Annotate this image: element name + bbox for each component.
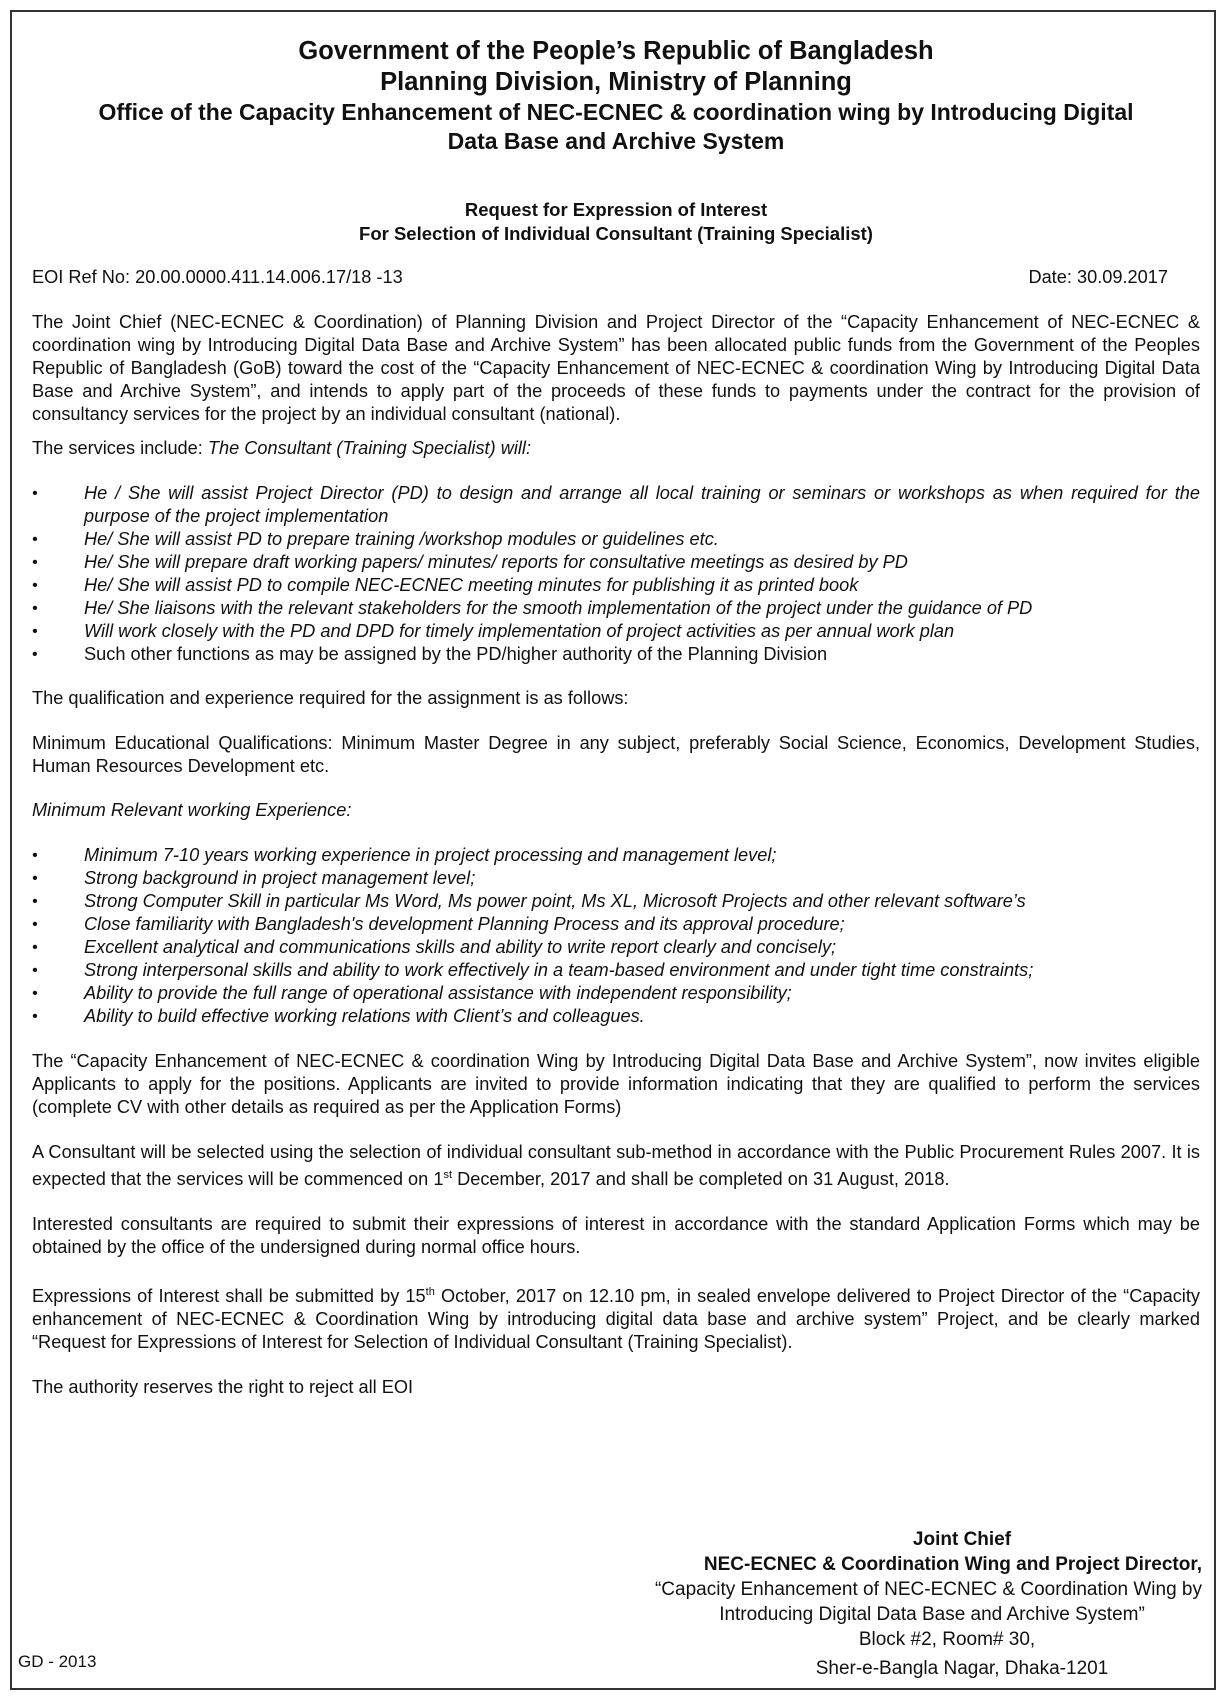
list-item: • Strong interpersonal skills and ability to work effectively in a team-based environment and under tight time constraints; (32, 959, 1200, 982)
list-item: • He/ She will assist PD to compile NEC-ECNEC meeting minutes for publishing it as printed book (32, 574, 1200, 597)
list-item: • Ability to build effective working relations with Client’s and colleagues. (32, 1005, 1200, 1028)
interested-paragraph: Interested consultants are required to submit their expressions of interest in accordance with the standard Application Forms which may be obtained by the office of the undersigned during normal office hours. (32, 1214, 1200, 1258)
list-item: • He / She will assist Project Director (PD) to design and arrange all local training or seminars or workshops as when required for the purpose of the project implementation (32, 482, 1200, 528)
services-lead (32, 437, 1200, 460)
header-government: Government of the People’s Republic of Bangladesh (298, 37, 934, 65)
list-item: • He/ She liaisons with the relevant stakeholders for the smooth implementation of the project under the guidance of PD (32, 597, 1200, 620)
signature-project-line2: Introducing Digital Data Base and Archive System” (719, 1604, 1145, 1625)
reference-line (32, 266, 1200, 289)
eoi-ref-number: EOI Ref No: 20.00.0000.411.14.006.17/18 -13 (32, 267, 403, 287)
selection-text-a: A Consultant will be selected using the selection of individual consultant sub-method in accordance with the Public Procurement Rules 2007. It is expected that the services will be commenced on 1 (32, 1142, 1200, 1190)
footer-code: GD - 2013 (18, 1652, 97, 1671)
eoi-date: Date: 30.09.2017 (1028, 267, 1168, 287)
list-item: • He/ She will assist PD to prepare training /workshop modules or guidelines etc. (32, 528, 1200, 551)
services-list (32, 482, 1200, 666)
signature-block-room: Block #2, Room# 30, (858, 1629, 1036, 1650)
reserve-paragraph: The authority reserves the right to reject all EOI (32, 1377, 414, 1398)
education-requirement: Minimum Educational Qualifications: Minimum Master Degree in any subject, preferably Social Science, Economics, Development Studies, Human Resources Development etc. (32, 733, 1200, 776)
invitation-paragraph: The “Capacity Enhancement of NEC-ECNEC & coordination Wing by Introducing Digital Data Base and Archive System”, now invites eligible Applicants to apply for the positions. Applicants are invited to provide information indicating that they are qualified to perform the services (complete CV with other details as required as per the Application Forms) (32, 1051, 1200, 1117)
selection-sup: st (443, 1169, 453, 1181)
subject-title: Request for Expression of Interest (464, 199, 768, 220)
submission-text-b: October, 2017 on 12.10 pm, in sealed envelope delivered to Project Director of the “Capacity enhancement of NEC-ECNEC & Coordination Wing by introducing digital data base and archive system” Project, and be clearly marked “Request for Expressions of Interest for Selection of Individual Consultant (Training Specialist). (32, 1286, 1200, 1353)
list-item: • Close familiarity with Bangladesh's development Planning Process and its approval procedure; (32, 913, 1200, 936)
header-office-line2: Data Base and Archive System (447, 128, 785, 154)
experience-heading: Minimum Relevant working Experience: (32, 800, 352, 820)
list-item: • Strong Computer Skill in particular Ms Word, Ms power point, Ms XL, Microsoft Projects and other relevant software’s (32, 890, 1200, 913)
signature-project-line1: “Capacity Enhancement of NEC-ECNEC & Coordination Wing by (654, 1579, 1202, 1600)
signature-address: Sher-e-Bangla Nagar, Dhaka-1201 (815, 1658, 1109, 1679)
services-lead-italic: The Consultant (Training Specialist) will: (207, 438, 532, 458)
experience-list (32, 844, 1200, 1028)
list-item: • Ability to provide the full range of operational assistance with independent responsibility; (32, 982, 1200, 1005)
signature-block (602, 1527, 1202, 1681)
qualification-intro: The qualification and experience required for the assignment is as follows: (32, 688, 629, 708)
list-item: • He/ She will prepare draft working papers/ minutes/ reports for consultative meetings as desired by PD (32, 551, 1200, 574)
services-lead-text: The services include: (32, 438, 208, 458)
list-item: • Minimum 7-10 years working experience in project processing and management level; (32, 844, 1200, 867)
subject-subtitle: For Selection of Individual Consultant (Training Specialist) (359, 223, 873, 244)
list-item: • Such other functions as may be assigned by the PD/higher authority of the Planning Division (32, 643, 1200, 666)
submission-paragraph (32, 1281, 1200, 1354)
header-ministry: Planning Division, Ministry of Planning (380, 68, 852, 96)
notice-content (32, 36, 1200, 1399)
header-office-line1: Office of the Capacity Enhancement of NEC-ECNEC & coordination wing by Introducing Digital (98, 99, 1134, 125)
list-item: • Strong background in project management level; (32, 867, 1200, 890)
submission-text-a: Expressions of Interest shall be submitted by 15 (32, 1286, 426, 1307)
selection-paragraph (32, 1141, 1200, 1191)
intro-paragraph: The Joint Chief (NEC-ECNEC & Coordination) of Planning Division and Project Director of the “Capacity Enhancement of NEC-ECNEC & coordination wing by Introducing Digital Data Base and Archive System” has been allocated public funds from the Government of the Peoples Republic of Bangladesh (GoB) toward the cost of the “Capacity Enhancement of NEC-ECNEC & coordination Wing by Introducing Digital Data Base and Archive System”, and intends to apply part of the proceeds of these funds to payments under the contract for the provision of consultancy services for the project by an individual consultant (national). (32, 312, 1200, 424)
list-item: • Will work closely with the PD and DPD for timely implementation of project activities as per annual work plan (32, 620, 1200, 643)
signature-title: Joint Chief (912, 1529, 1012, 1550)
signature-wing: NEC-ECNEC & Coordination Wing and Project Director, (703, 1554, 1202, 1575)
list-item: • Excellent analytical and communications skills and ability to write report clearly and concisely; (32, 936, 1200, 959)
selection-text-b: December, 2017 and shall be completed on 31 August, 2018. (452, 1169, 950, 1190)
submission-sup: th (425, 1286, 435, 1299)
